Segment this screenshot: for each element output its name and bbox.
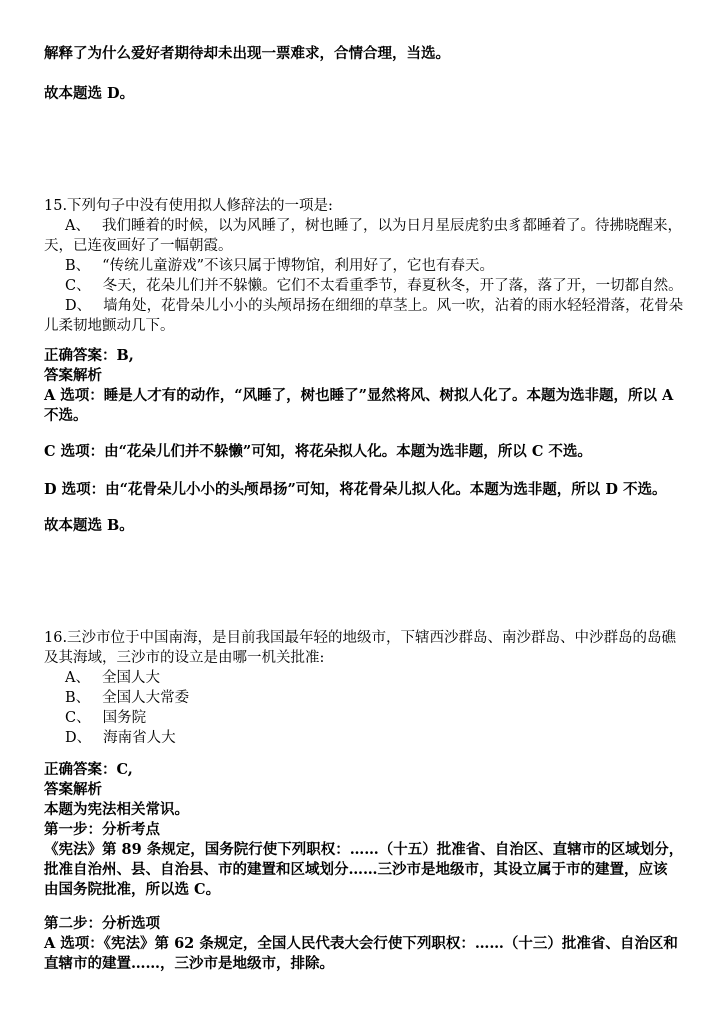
- prev-conclusion: 故本题选 D。: [44, 85, 135, 102]
- q16-option-b: [65, 688, 189, 708]
- option-letter: C、: [65, 710, 91, 726]
- q15-stem: 15.下列句子中没有使用拟人修辞法的一项是:: [44, 198, 333, 214]
- q15-analysis-a-line1: A 选项：睡是人才有的动作，“风睡了，树也睡了”显然将风、树拟人化了。本题为选非题，所以 A: [44, 387, 674, 404]
- q16-step1-line3: 由国务院批准，所以选 C。: [44, 881, 221, 898]
- q15-option-c: [65, 276, 683, 296]
- prev-analysis-line: 解释了为什么爱好者期待却未出现一票难求，合情合理，当选。: [44, 45, 450, 62]
- q15-analysis-d: D 选项：由“花骨朵儿小小的头颅昂扬”可知，将花骨朵儿拟人化。本题为选非题，所以 D 不选。: [44, 481, 667, 498]
- q16-step1-line1: 《宪法》第 89 条规定，国务院行使下列职权：……（十五）批准省、自治区、直辖市的区域划分，: [44, 841, 684, 858]
- q15-analysis-c: C 选项：由“花朵儿们并不躲懒”可知，将花朵拟人化。本题为选非题，所以 C 不选。: [44, 443, 592, 460]
- option-letter: D、: [65, 730, 92, 746]
- q16-answer: 正确答案：C,: [44, 761, 133, 778]
- option-text: 墙角处，花骨朵儿小小的头颅昂扬在细细的草茎上。风一吹，沾着的雨水轻轻滑落，花骨朵: [103, 298, 684, 314]
- q16-step1-title: 第一步：分析考点: [44, 821, 160, 838]
- option-letter: A、: [65, 670, 90, 686]
- q16-option-c: [65, 708, 146, 728]
- option-text: 国务院: [102, 710, 147, 726]
- q16-step2-line1: A 选项：《宪法》第 62 条规定，全国人民代表大会行使下列职权：……（十三）批准省、自治区和: [44, 935, 678, 952]
- q16-stem-line2: 及其海域，三沙市的设立是由哪一机关批准:: [44, 650, 325, 666]
- q15-option-a: [65, 216, 682, 236]
- q15-option-d: [65, 296, 683, 316]
- option-text: 海南省人大: [103, 730, 176, 746]
- q16-analysis-title: 答案解析: [44, 781, 102, 798]
- q16-step1-line2: 批准自治州、县、自治县、市的建置和区域划分……三沙市是地级市，其设立属于市的建置，应该: [44, 861, 668, 878]
- q15-option-d-cont: 儿柔韧地颤动几下。: [44, 318, 175, 334]
- option-letter: A、: [65, 218, 90, 234]
- q15-answer: 正确答案：B,: [44, 347, 134, 364]
- option-text: 全国人大: [101, 670, 160, 686]
- option-text: 全国人大常委: [102, 690, 190, 706]
- q16-step2-title: 第二步：分析选项: [44, 915, 160, 932]
- option-letter: B、: [65, 690, 91, 706]
- option-letter: B、: [65, 258, 91, 274]
- option-text: “传统儿童游戏”不该只属于博物馆，利用好了，它也有春天。: [102, 258, 494, 274]
- option-text: 我们睡着的时候，以为风睡了，树也睡了，以为日月星辰虎豹虫豸都睡着了。待拂晓醒来，: [101, 218, 682, 234]
- q15-analysis-a-line2: 不选。: [44, 407, 88, 424]
- option-letter: D、: [65, 298, 92, 314]
- q15-conclusion: 故本题选 B。: [44, 517, 134, 534]
- q15-option-a-cont: 天，已连夜画好了一幅朝霞。: [44, 238, 233, 254]
- q15-option-b: [65, 256, 494, 276]
- q16-step2-line2: 直辖市的建置……，三沙市是地级市，排除。: [44, 955, 334, 972]
- q16-intro: 本题为宪法相关常识。: [44, 801, 189, 818]
- option-text: 冬天，花朵儿们并不躲懒。它们不太看重季节，春夏秋冬，开了落，落了开，一切都自然。: [102, 278, 683, 294]
- q16-stem-line1: 16.三沙市位于中国南海，是目前我国最年轻的地级市，下辖西沙群岛、南沙群岛、中沙群岛的岛礁: [44, 630, 677, 646]
- q16-option-a: [65, 668, 160, 688]
- q15-analysis-title: 答案解析: [44, 367, 102, 384]
- q16-option-d: [65, 728, 176, 748]
- option-letter: C、: [65, 278, 91, 294]
